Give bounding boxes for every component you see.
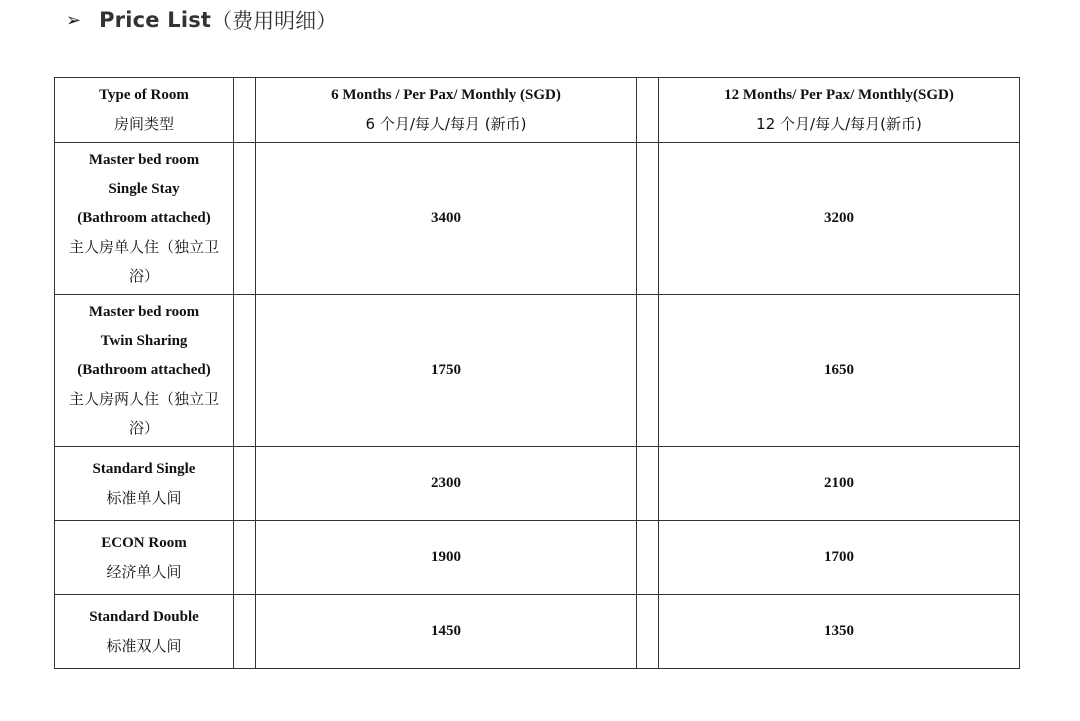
room-type-line: Master bed room — [88, 304, 200, 320]
spacer-cell — [234, 447, 256, 521]
room-type-line-cn: 浴） — [128, 419, 159, 437]
room-type-line: Master bed room — [88, 152, 200, 168]
price-twelve-months: 1650 — [659, 295, 1020, 447]
room-type-line-cn: 经济单人间 — [106, 562, 182, 581]
header-twelve-months — [659, 78, 1020, 143]
spacer-cell — [234, 521, 256, 595]
price-six-months: 2300 — [256, 447, 637, 521]
room-type-line: Standard Double — [89, 608, 199, 625]
price-six-months: 1450 — [256, 595, 637, 669]
heading-title: Price List — [99, 8, 212, 32]
room-type-line-cn: 浴） — [128, 267, 159, 285]
header-room-type — [55, 78, 234, 143]
room-type-line: ECON Room — [101, 534, 187, 551]
room-type-line: (Bathroom attached) — [77, 210, 211, 226]
price-six-months: 1750 — [256, 295, 637, 447]
spacer-cell — [637, 447, 659, 521]
room-type-line-cn: 主人房两人住（独立卫 — [68, 390, 219, 408]
room-type-cell — [55, 595, 234, 669]
spacer-cell — [234, 143, 256, 295]
table-row — [55, 295, 1020, 447]
table-header-row — [55, 78, 1020, 143]
price-twelve-months: 2100 — [659, 447, 1020, 521]
room-type-line: Standard Single — [92, 460, 196, 477]
spacer-cell — [637, 521, 659, 595]
room-type-cell — [55, 295, 234, 447]
table-row — [55, 447, 1020, 521]
header-six-months-cn: 6 个月/每人/每月 (新币) — [365, 115, 527, 133]
spacer-cell — [637, 78, 659, 143]
spacer-cell — [637, 295, 659, 447]
header-room-type-cn: 房间类型 — [113, 115, 174, 133]
header-room-type-en: Type of Room — [99, 87, 189, 103]
arrow-bullet-icon: ➢ — [66, 9, 82, 31]
room-type-cell — [55, 143, 234, 295]
table-row — [55, 143, 1020, 295]
room-type-line: Twin Sharing — [100, 333, 188, 349]
spacer-cell — [637, 143, 659, 295]
spacer-cell — [637, 595, 659, 669]
room-type-line: (Bathroom attached) — [77, 362, 211, 378]
header-six-months-en: 6 Months / Per Pax/ Monthly (SGD) — [331, 87, 561, 103]
header-twelve-months-cn: 12 个月/每人/每月(新币) — [756, 115, 922, 133]
room-type-line-cn: 标准双人间 — [106, 636, 182, 655]
room-type-cell — [55, 521, 234, 595]
price-six-months: 3400 — [256, 143, 637, 295]
header-twelve-months-en: 12 Months/ Per Pax/ Monthly(SGD) — [724, 87, 954, 103]
price-twelve-months: 1350 — [659, 595, 1020, 669]
section-heading — [66, 4, 337, 36]
heading-title-cn: （费用明细） — [211, 9, 338, 33]
room-type-line: Single Stay — [108, 181, 180, 197]
room-type-line-cn: 标准单人间 — [106, 488, 182, 507]
room-type-cell — [55, 447, 234, 521]
price-twelve-months: 1700 — [659, 521, 1020, 595]
header-six-months — [256, 78, 637, 143]
price-twelve-months: 3200 — [659, 143, 1020, 295]
table-row — [55, 521, 1020, 595]
spacer-cell — [234, 78, 256, 143]
table-row — [55, 595, 1020, 669]
spacer-cell — [234, 595, 256, 669]
spacer-cell — [234, 295, 256, 447]
price-six-months: 1900 — [256, 521, 637, 595]
price-table — [54, 77, 1020, 669]
room-type-line-cn: 主人房单人住（独立卫 — [68, 238, 219, 256]
